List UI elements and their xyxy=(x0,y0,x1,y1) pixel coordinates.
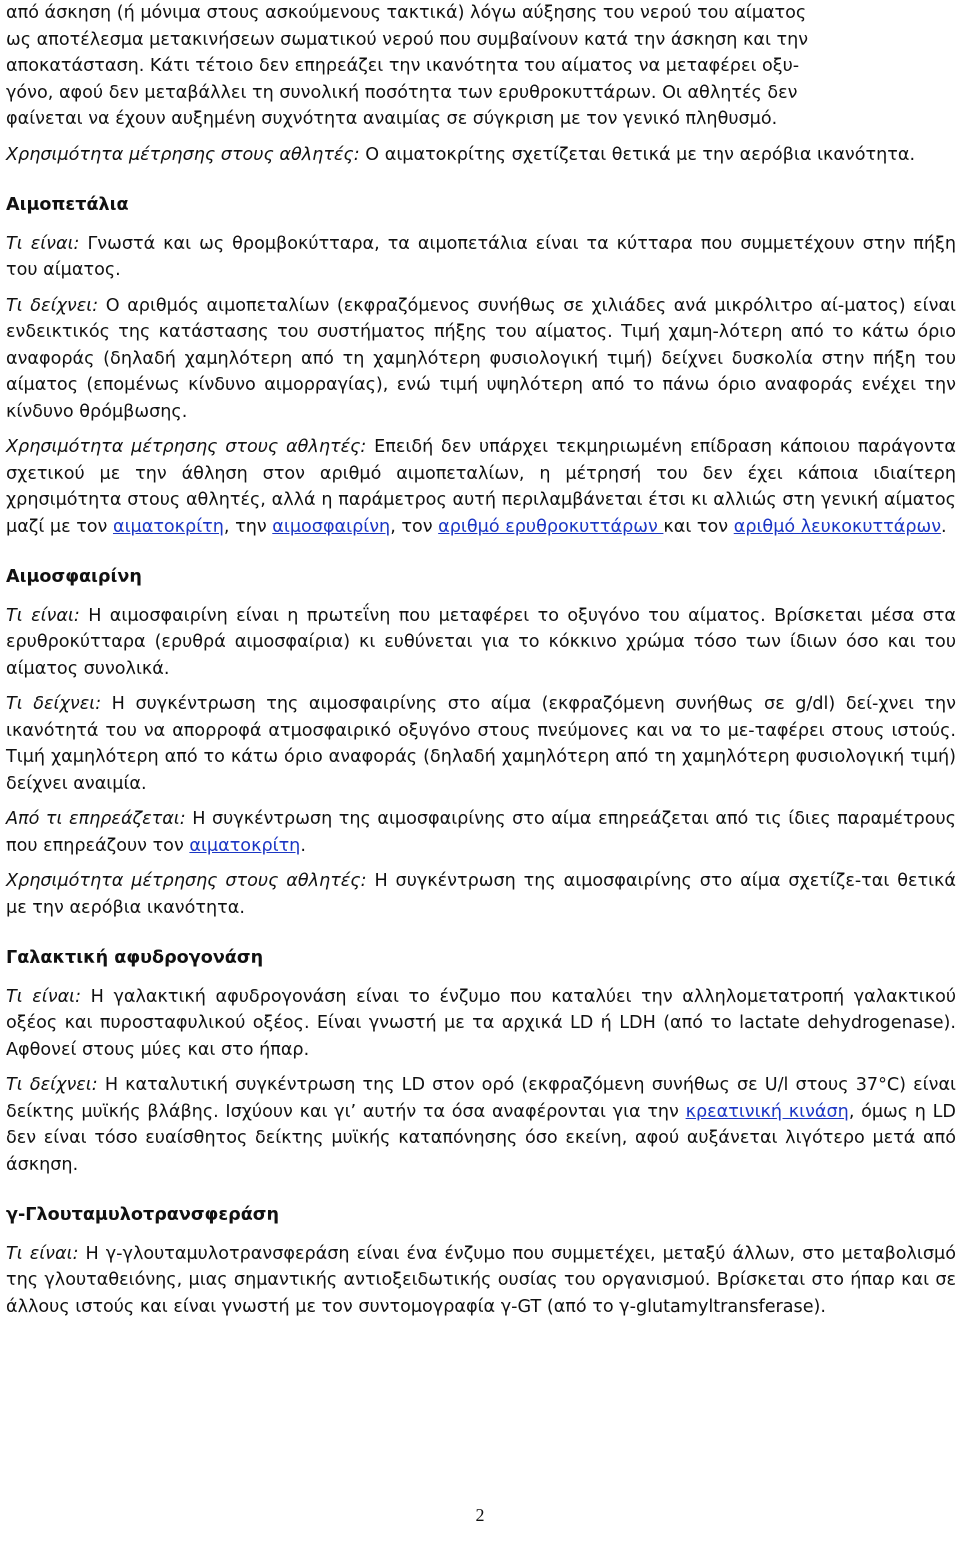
usefulness-text: Επειδή δεν υπάρχει τεκμηριωμένη επίδραση κάποιου παράγοντα σχετικού με την άθληση στον αριθμό αιμοπεταλίων, η μέτρησή του δεν έχει κάποια ιδιαίτερη χρησιμότητα στους αθλητές, αλλά η παράμετρος αυτή περιλαμβάνεται έτσι κι αλλιώς στη γενική αίματος μαζί με τον xyxy=(6,437,956,537)
platelets-what xyxy=(6,231,956,284)
separator: , την xyxy=(223,516,273,537)
shows-text: Ο αριθμός αιμοπεταλίων (εκφραζόμενος συνήθως σε χιλιάδες ανά μικρόλιτρο αί-ματος) είναι ενδεικτικός της κατάστασης του συστήματος πήξης του αίματος. Τιμή χαμη-λότερη από το κάτω όριο αναφοράς (δηλαδή χαμηλότερη από τη χαμηλότερη φυσιολογική τιμή) δείχνει δυσκολία στην πήξη του αίματος (επομένως κίνδυνο αιμορραγίας), ενώ τιμή υψηλότερη από το πάνω όριο αναφοράς ενέχει την κίνδυνο θρόμβωσης. xyxy=(6,295,956,422)
link-hematocrit[interactable]: αιματοκρίτη xyxy=(189,835,301,856)
what-label: Τι είναι: xyxy=(6,986,82,1007)
intro-line-5: φαίνεται να έχουν αυξημένη συχνότητα αναιμίας σε σύγκριση με τον γενικό πληθυσμό. xyxy=(6,109,778,129)
link-red-blood-cells[interactable]: αριθμό ερυθροκυττάρων xyxy=(438,516,664,537)
platelets-shows xyxy=(6,293,956,426)
shows-text: , όμως η LD δεν είναι τόσο ευαίσθητος δείκτης μυϊκής καταπόνησης όσο εκείνη, αφού αυξάνεται λιγότερο μετά από άσκηση. xyxy=(6,1101,956,1175)
what-text: Η γ-γλουταμυλοτρανσφεράση είναι ένα ένζυμο που συμμετέχει, μεταξύ άλλων, στο μεταβολισμό της γλουταθειόνης, μιας σημαντικής αντιοξειδωτικής ουσίας του οργανισμού. Βρίσκεται στο ήπαρ και σε άλλους ιστούς και είναι γνωστή με τον συντομογραφία γ-GT (από το γ-glutamyltransferase). xyxy=(6,1243,956,1317)
ldh-shows xyxy=(6,1072,956,1178)
usefulness-label: Χρησιμότητα μέτρησης στους αθλητές: xyxy=(6,437,367,457)
usefulness-text: Ο αιματοκρίτης σχετίζεται θετικά με την αερόβια ικανότητα. xyxy=(359,144,916,165)
intro-line-3: αποκατάσταση. Κάτι τέτοιο δεν επηρεάζει την ικανότητα του αίματος να μεταφέρει οξυ- xyxy=(6,56,800,76)
intro-line-2: ως αποτέλεσμα μετακινήσεων σωματικού νερού που συμβαίνουν κατά την άσκηση και την xyxy=(6,29,809,50)
sentence-end: . xyxy=(300,835,306,856)
section-heading-ggt: γ-Γλουταμυλοτρανσφεράση xyxy=(6,1205,280,1225)
section-heading-hemoglobin: Αιμοσφαιρίνη xyxy=(6,567,142,587)
intro-paragraph xyxy=(6,0,956,133)
what-text: Η γαλακτική αφυδρογονάση είναι το ένζυμο που καταλύει την αλληλομετατροπή γαλακτικού οξέος και πυροσταφυλικού οξέος. Είναι γνωστή με τα αρχικά LD ή LDH (από το lactate dehydrogenase). Αφθονεί στους μύες και στο ήπαρ. xyxy=(6,986,957,1060)
link-hemoglobin[interactable]: αιμοσφαιρίνη xyxy=(272,516,391,537)
what-text: Η αιμοσφαιρίνη είναι η πρωτεΐνη που μεταφέρει το οξυγόνο του αίματος. Βρίσκεται μέσα στα ερυθροκύτταρα (ερυθρά αιμοσφαίρια) κι ευθύνεται για το κόκκινο χρώμα τόσο των ίδιων όσο και του αίματος συνολικά. xyxy=(6,605,957,679)
shows-label: Τι δείχνει: xyxy=(6,1075,98,1095)
what-text: Γνωστά και ως θρομβοκύτταρα, τα αιμοπετάλια είναι τα κύτταρα που συμμετέχουν στην πήξη του αίματος. xyxy=(6,233,957,280)
what-label: Τι είναι: xyxy=(6,605,80,626)
what-label: Τι είναι: xyxy=(6,1243,79,1264)
shows-label: Τι δείχνει: xyxy=(6,295,99,316)
platelets-usefulness xyxy=(6,434,956,540)
shows-label: Τι δείχνει: xyxy=(6,694,102,714)
link-creatine-kinase[interactable]: κρεατινική κινάση xyxy=(685,1101,849,1122)
hemoglobin-usefulness xyxy=(6,868,956,921)
section-heading-platelets: Αιμοπετάλια xyxy=(6,195,129,215)
affects-text: Η συγκέντρωση της αιμοσφαιρίνης στο αίμα επηρεάζεται από τις ίδιες παραμέτρους που επηρεάζουν τον xyxy=(6,809,956,856)
ldh-what xyxy=(6,984,956,1064)
shows-text: Η συγκέντρωση της αιμοσφαιρίνης στο αίμα (εκφραζόμενη συνήθως σε g/dl) δεί-χνει την ικανότητά του να απορροφά ατμοσφαιρικό οξυγόνο στους πνεύμονες και να το με-ταφέρει στους ιστούς. Τιμή χαμηλότερη από το κάτω όριο αναφοράς (δηλαδή χαμηλότερη από τη χαμηλότερη φυσιολογική τιμή) δείχνει αναιμία. xyxy=(6,694,956,794)
what-label: Τι είναι: xyxy=(6,233,80,254)
section-heading-ldh: Γαλακτική αφυδρογονάση xyxy=(6,948,264,968)
document-page xyxy=(6,0,956,1320)
intro-line-1: από άσκηση (ή μόνιμα στους ασκούμενους τακτικά) λόγω αύξησης του νερού του αίματος xyxy=(6,3,807,23)
separator: και τον xyxy=(663,516,734,537)
hematocrit-usefulness xyxy=(6,142,956,169)
usefulness-label: Χρησιμότητα μέτρησης στους αθλητές: xyxy=(6,144,360,165)
link-hematocrit[interactable]: αιματοκρίτη xyxy=(112,516,224,537)
usefulness-label: Χρησιμότητα μέτρησης στους αθλητές: xyxy=(6,871,367,891)
affects-label: Από τι επηρεάζεται: xyxy=(6,809,186,829)
separator: , τον xyxy=(390,516,439,537)
shows-text: Η καταλυτική συγκέντρωση της LD στον ορό (εκφραζόμενη συνήθως σε U/l στους 37°C) είναι δείκτης μυϊκής βλάβης. Ισχύουν και γι’ αυτήν τα όσα αναφέρονται για την xyxy=(6,1075,956,1122)
page-number: 2 xyxy=(475,1505,485,1525)
sentence-end: . xyxy=(941,516,947,537)
ggt-what xyxy=(6,1241,956,1321)
hemoglobin-shows xyxy=(6,691,956,797)
hemoglobin-what xyxy=(6,603,956,683)
usefulness-text: Η συγκέντρωση της αιμοσφαιρίνης στο αίμα σχετίζε-ται θετικά με την αερόβια ικανότητα. xyxy=(6,871,956,918)
intro-line-4: γόνο, αφού δεν μεταβάλλει τη συνολική ποσότητα των ερυθροκυττάρων. Οι αθλητές δεν xyxy=(6,82,798,103)
link-white-blood-cells[interactable]: αριθμό λευκοκυττάρων xyxy=(733,516,942,537)
hemoglobin-affects xyxy=(6,806,956,859)
